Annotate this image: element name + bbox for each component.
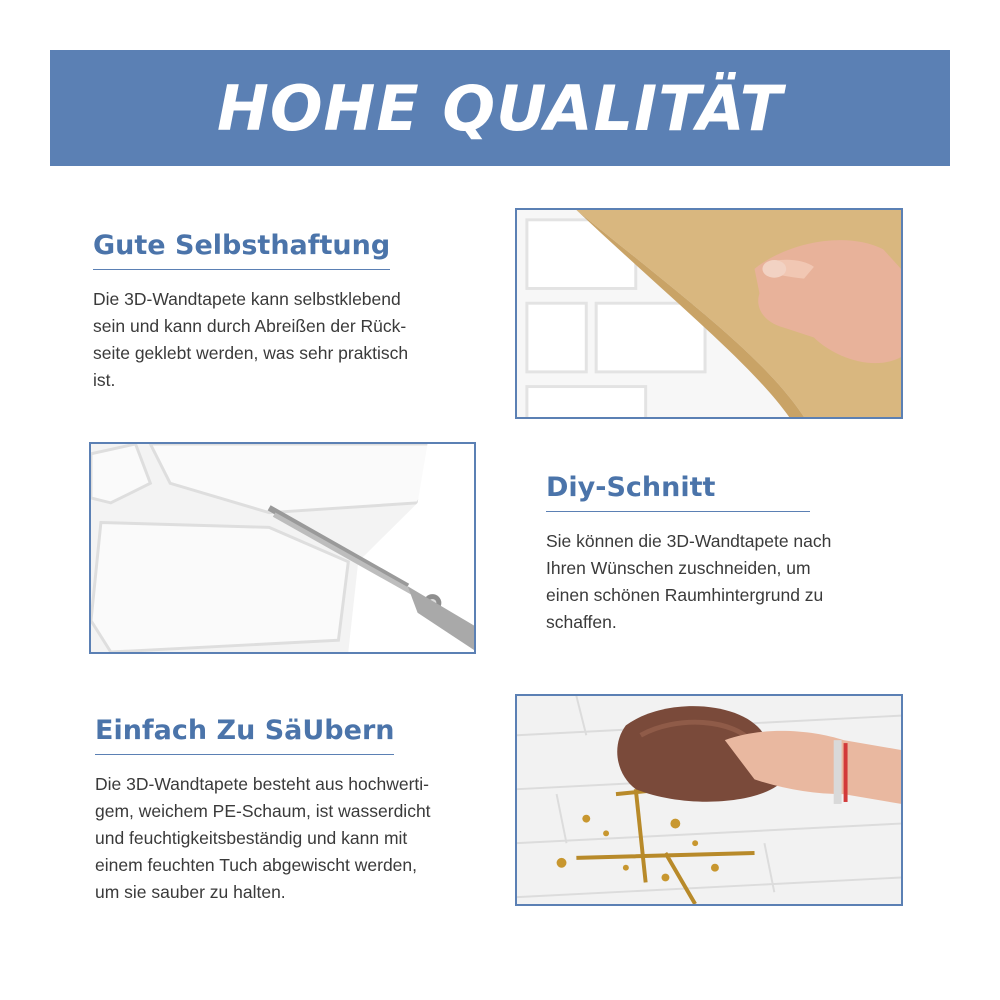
wiping-cloth-illustration (517, 696, 901, 904)
section-heading: Einfach Zu SäUbern (95, 715, 394, 755)
photo-wiping-clean (515, 694, 903, 906)
section-heading: Gute Selbsthaftung (93, 230, 390, 270)
text-line: Die 3D-Wandtapete besteht aus hochwerti- (95, 774, 429, 794)
section-text (93, 286, 483, 394)
text-line: gem, weichem PE-Schaum, ist wasserdicht (95, 801, 431, 821)
title-banner (50, 50, 950, 166)
section-text (546, 528, 906, 636)
section-easy-cleaning (95, 715, 495, 906)
text-line: um sie sauber zu halten. (95, 882, 286, 902)
text-line: sein und kann durch Abreißen der Rück- (93, 316, 407, 336)
scissors-cutting-illustration (91, 444, 474, 652)
text-line: Sie können die 3D-Wandtapete nach (546, 531, 832, 551)
section-heading: Diy-Schnitt (546, 472, 810, 512)
section-self-adhesion (93, 230, 483, 394)
peeling-backing-illustration (517, 210, 901, 417)
section-text (95, 771, 495, 906)
text-line: und feuchtigkeitsbeständig und kann mit (95, 828, 408, 848)
section-diy-cut (546, 472, 906, 636)
text-line: einem feuchten Tuch abgewischt werden, (95, 855, 417, 875)
text-line: seite geklebt werden, was sehr praktisch (93, 343, 409, 363)
banner-title: HOHE QUALITÄT (216, 71, 784, 145)
text-line: einen schönen Raumhintergrund zu (546, 585, 824, 605)
text-line: ist. (93, 370, 116, 390)
photo-peeling-backing (515, 208, 903, 419)
text-line: schaffen. (546, 612, 617, 632)
text-line: Die 3D-Wandtapete kann selbstklebend (93, 289, 401, 309)
photo-cutting-with-scissors (89, 442, 476, 654)
text-line: Ihren Wünschen zuschneiden, um (546, 558, 811, 578)
